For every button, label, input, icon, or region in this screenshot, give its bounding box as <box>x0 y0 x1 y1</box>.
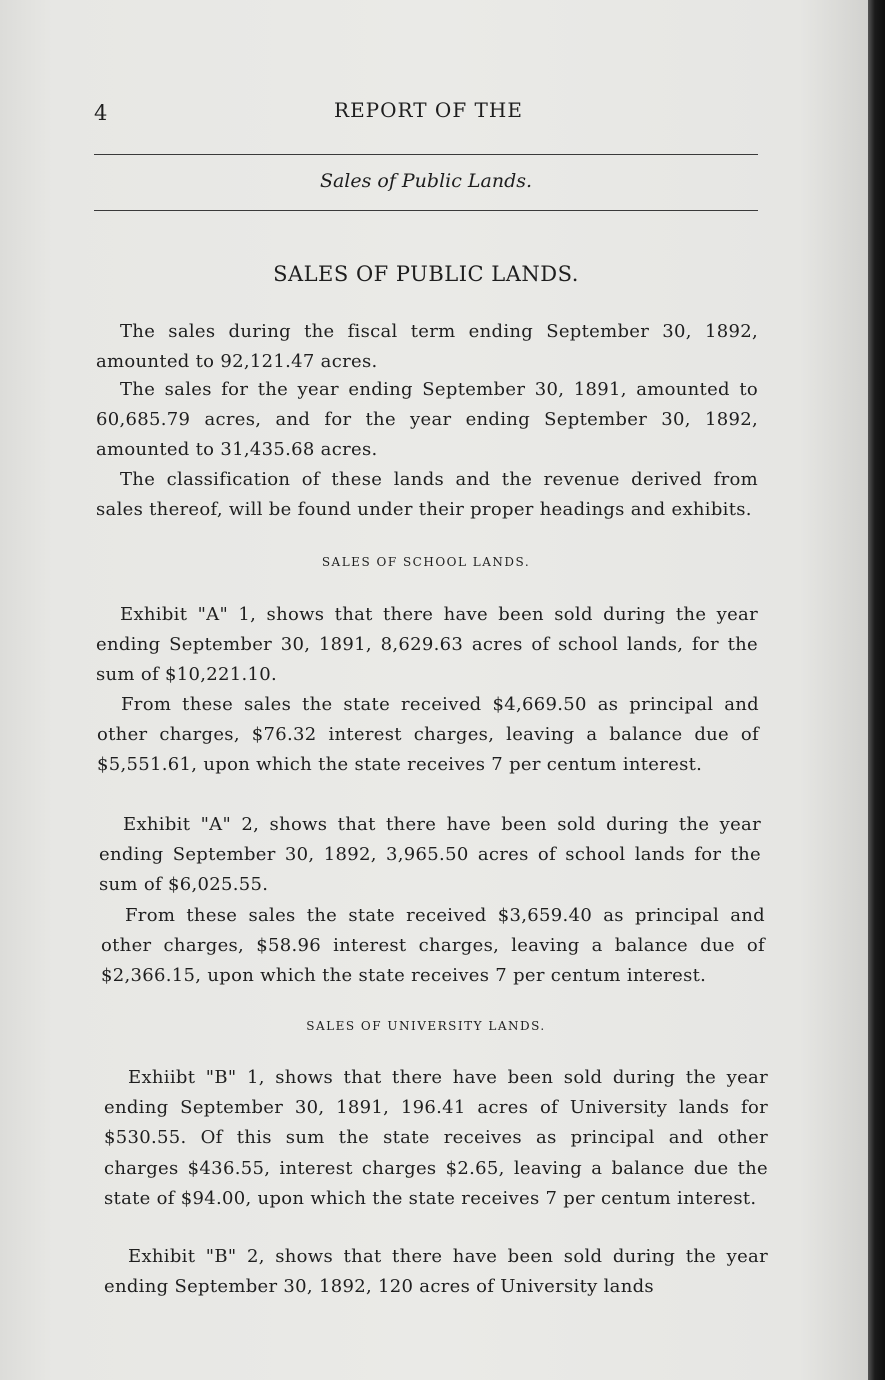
running-title-rest: EPORT OF THE <box>350 98 523 122</box>
university-lands-heading: SALES OF UNIVERSITY LANDS. <box>306 1019 546 1033</box>
running-title-initial: R <box>334 98 351 122</box>
paragraph-a2-receipts: From these sales the state received $3,659.40 as principal and other charges, $58.96 interest charges, leaving a balance due of $2,366.15, upon which the state receives 7 per centum interest. <box>101 905 765 987</box>
paragraph-total-sales: The sales during the fiscal term ending September 30, 1892, amounted to 92,121.47 acres. <box>96 321 758 373</box>
paragraph-yearly-sales: The sales for the year ending September 30, 1891, amounted to 60,685.79 acres, and for the year ending September 30, 1892, amounted to 31,435.68 acres. <box>96 379 758 461</box>
school-lands-heading: SALES OF SCHOOL LANDS. <box>321 555 531 569</box>
header-rule-bottom <box>94 210 758 211</box>
running-subhead: Sales of Public Lands. <box>319 170 533 192</box>
paragraph-a1-receipts: From these sales the state received $4,669.50 as principal and other charges, $76.32 interest charges, leaving a balance due of $5,551.61, upon which the state receives 7 per centum interest. <box>97 694 759 776</box>
paragraph-exhibit-a1: Exhibit "A" 1, shows that there have been sold during the year ending September 30, 1891, 8,629.63 acres of school lands, for the sum of $10,221.10. <box>96 604 758 686</box>
paragraph-exhibit-b1: Exhiibt "B" 1, shows that there have been sold during the year ending September 30, 1891, 196.41 acres of University lands for $530.55. Of this sum the state receives as principal and other charges $436.55, interest charges $2.65, leaving a balance due the state of $94.00, upon which the state receives 7 per centum interest. <box>104 1067 768 1209</box>
header-rule-top <box>94 154 758 155</box>
paragraph-exhibit-b2: Exhibit "B" 2, shows that there have been sold during the year ending September 30, 1892, 120 acres of University lands <box>104 1246 768 1298</box>
section-title: SALES OF PUBLIC LANDS. <box>273 262 579 286</box>
page-number: 4 <box>94 101 108 125</box>
running-title <box>334 98 523 122</box>
running-head <box>94 98 758 128</box>
paragraph-exhibit-a2: Exhibit "A" 2, shows that there have been sold during the year ending September 30, 1892, 3,965.50 acres of school lands for the sum of $6,025.55. <box>99 814 761 896</box>
book-spine-edge <box>868 0 885 1380</box>
paragraph-classification: The classification of these lands and the revenue derived from sales thereof, will be found under their proper headings and exhibits. <box>96 469 758 521</box>
